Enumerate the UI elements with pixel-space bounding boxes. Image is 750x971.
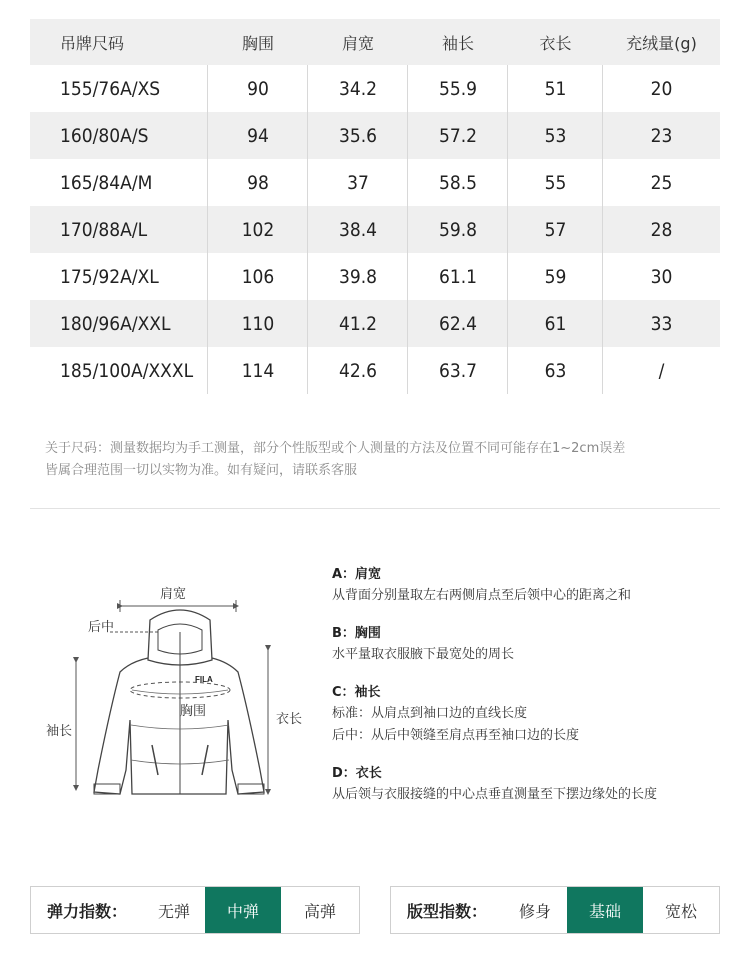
table-row [30,253,720,300]
column-divider [602,65,603,394]
cell-chest: 106 [241,265,275,288]
cell-length: 63 [544,359,567,382]
table-row [30,347,720,394]
cell-size: 170/88A/L [60,218,148,241]
table-row [30,65,720,112]
measurement-note [45,438,725,482]
cell-sleeve: 59.8 [438,218,478,241]
elasticity-option-none[interactable]: 无弹 [157,901,190,921]
table-row [30,112,720,159]
cell-sleeve: 55.9 [438,77,478,100]
cell-down-fill: / [658,359,665,382]
table-row [30,159,720,206]
cell-chest: 98 [247,171,269,194]
def-title: D：衣长 [332,766,382,781]
def-text: 从后领与衣服接缝的中心点垂直测量至下摆边缘处的长度 [332,787,658,802]
cell-size: 175/92A/XL [60,265,159,288]
table-row [30,300,720,347]
fit-title: 版型指数： [406,901,487,921]
column-divider [507,65,508,394]
cell-down-fill: 30 [650,265,673,288]
jacket-diagram [40,570,320,810]
label-chest: 胸围 [180,704,207,719]
elasticity-title: 弹力指数： [46,901,127,921]
cell-shoulder: 41.2 [338,312,378,335]
cell-length: 55 [544,171,567,194]
elasticity-index [30,886,360,934]
cell-down-fill: 25 [650,171,673,194]
cell-shoulder: 42.6 [338,359,378,382]
fit-option-regular[interactable]: 基础 [567,887,643,933]
cell-size: 155/76A/XS [60,77,161,100]
note-line-2: 皆属合理范围一切以实物为准。如有疑问，请联系客服 [45,463,358,478]
def-text: 后中：从后中领缝至肩点再至袖口边的长度 [332,728,580,743]
header-length: 衣长 [539,33,572,53]
cell-chest: 94 [247,124,269,147]
cell-length: 51 [544,77,567,100]
cell-chest: 102 [241,218,275,241]
cell-shoulder: 38.4 [338,218,378,241]
cell-shoulder: 39.8 [338,265,378,288]
cell-length: 61 [544,312,567,335]
cell-sleeve: 63.7 [438,359,478,382]
section-divider [30,508,720,509]
measurement-definitions [332,565,732,823]
def-shoulder [332,565,732,607]
def-title: A：肩宽 [332,567,382,582]
note-line-1: 关于尺码：测量数据均为手工测量，部分个性版型或个人测量的方法及位置不同可能存在1~2cm误差 [45,441,626,456]
def-text: 标准：从肩点到袖口边的直线长度 [332,706,528,721]
header-shoulder: 肩宽 [341,33,374,53]
column-divider [207,65,208,394]
cell-size: 165/84A/M [60,171,153,194]
fila-logo: FILA [195,675,213,684]
cell-size: 180/96A/XXL [60,312,171,335]
elasticity-option-high[interactable]: 高弹 [303,901,336,921]
label-back-center: 后中 [88,620,115,635]
cell-chest: 90 [247,77,269,100]
table-header [30,19,720,65]
cell-chest: 110 [241,312,275,335]
cell-size: 185/100A/XXXL [60,359,194,382]
def-text: 水平量取衣服腋下最宽处的周长 [332,647,515,662]
cell-down-fill: 20 [650,77,673,100]
cell-down-fill: 33 [650,312,673,335]
cell-shoulder: 35.6 [338,124,378,147]
cell-length: 59 [544,265,567,288]
table-row [30,206,720,253]
column-divider [407,65,408,394]
cell-sleeve: 58.5 [438,171,478,194]
def-chest [332,624,732,666]
header-down-fill: 充绒量(g) [626,33,697,53]
cell-down-fill: 23 [650,124,673,147]
cell-size: 160/80A/S [60,124,149,147]
label-sleeve: 袖长 [46,724,73,739]
header-sleeve: 袖长 [441,33,474,53]
def-text: 从背面分别量取左右两侧肩点至后领中心的距离之和 [332,588,632,603]
elasticity-option-medium[interactable]: 中弹 [205,887,281,933]
cell-sleeve: 61.1 [438,265,478,288]
fit-option-loose[interactable]: 宽松 [664,901,697,921]
cell-shoulder: 34.2 [338,77,378,100]
cell-length: 57 [544,218,567,241]
label-length: 衣长 [276,712,303,727]
cell-sleeve: 57.2 [438,124,478,147]
fit-index [390,886,720,934]
cell-sleeve: 62.4 [438,312,478,335]
jacket-illustration [40,570,320,810]
size-table [30,19,720,394]
cell-chest: 114 [241,359,275,382]
cell-down-fill: 28 [650,218,673,241]
fit-option-slim[interactable]: 修身 [518,901,551,921]
def-title: B：胸围 [332,626,381,641]
cell-shoulder: 37 [347,171,369,194]
header-chest: 胸围 [241,33,274,53]
header-size: 吊牌尺码 [60,33,125,53]
label-shoulder: 肩宽 [160,587,187,602]
def-length [332,764,732,806]
def-title: C：袖长 [332,685,381,700]
column-divider [307,65,308,394]
cell-length: 53 [544,124,567,147]
def-sleeve [332,683,732,747]
